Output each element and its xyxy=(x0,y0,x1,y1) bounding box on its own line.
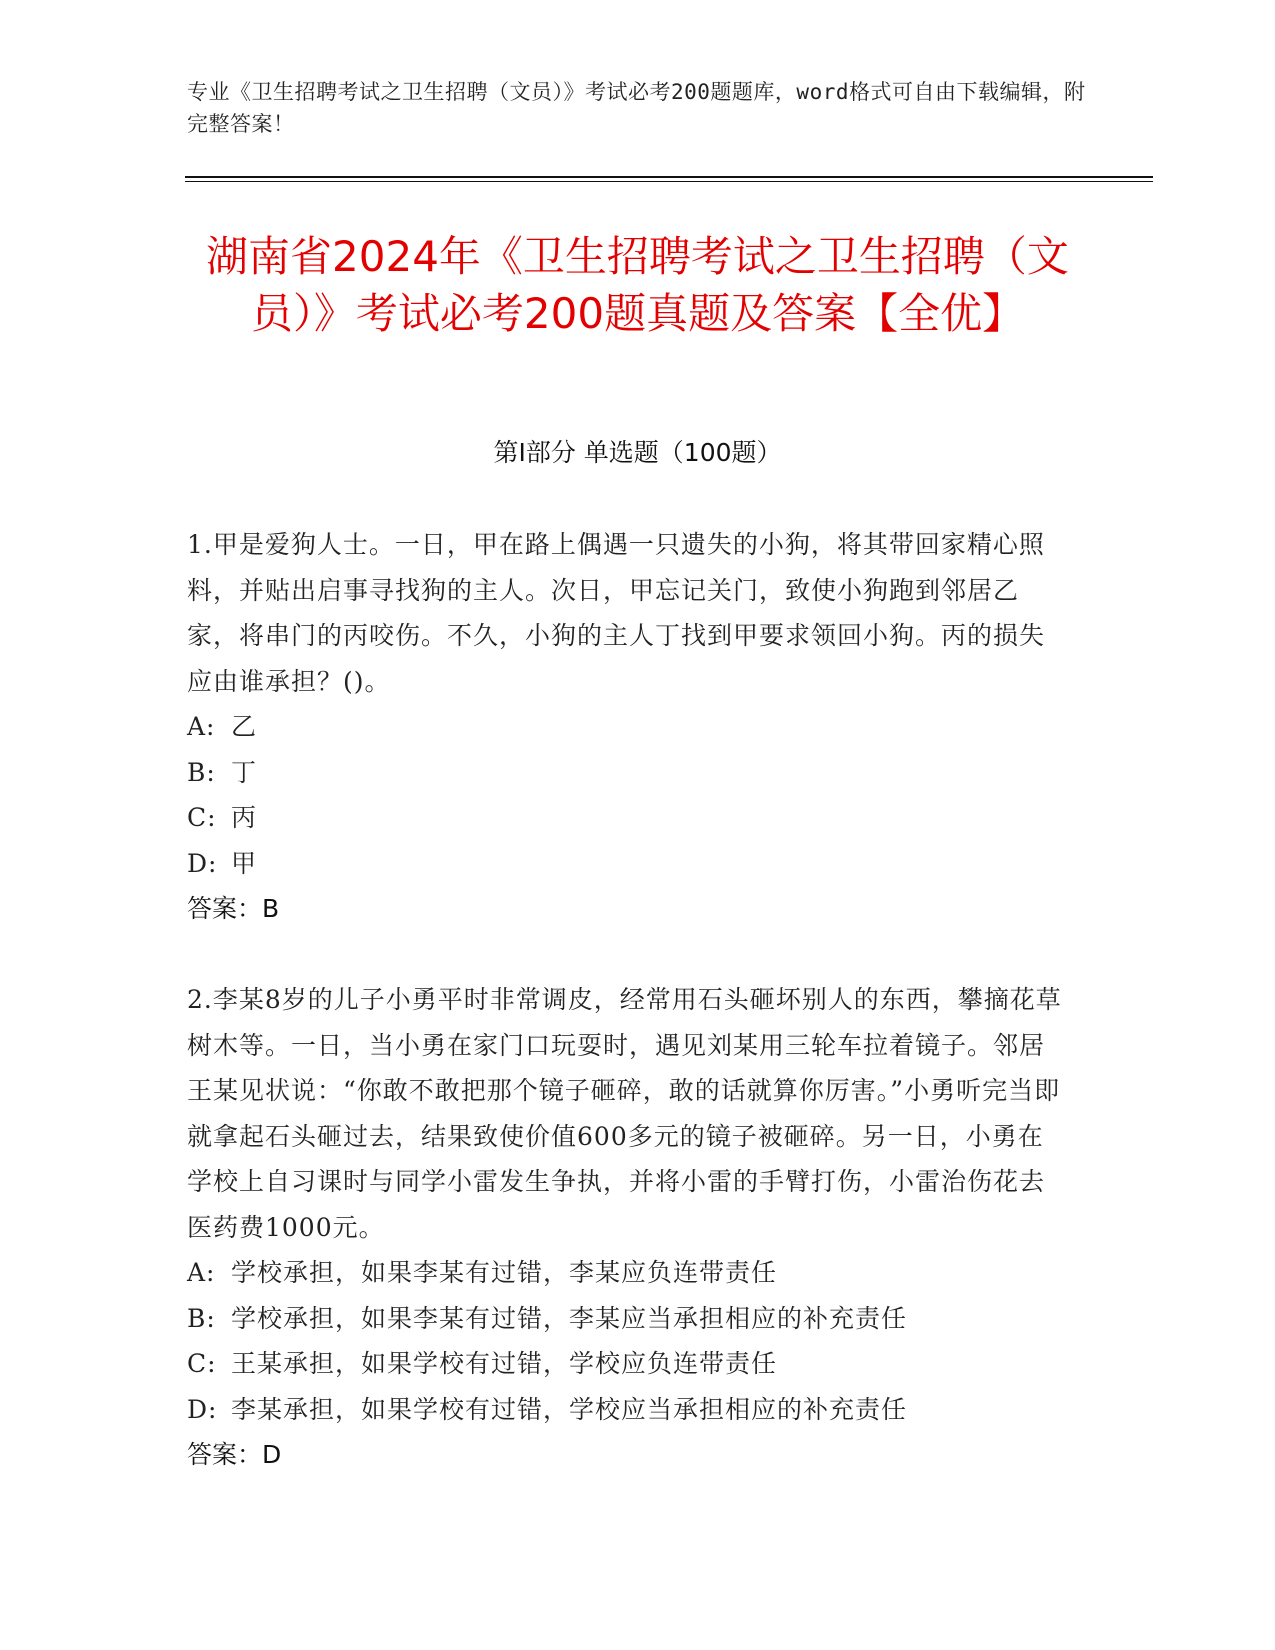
option-c xyxy=(187,795,1067,841)
option-text: 李某承担，如果学校有过错，学校应当承担相应的补充责任 xyxy=(231,1394,908,1424)
option-text: 丙 xyxy=(231,803,258,832)
option-a xyxy=(187,704,1067,750)
question-block xyxy=(187,522,1067,932)
option-d xyxy=(187,1387,1067,1433)
option-text: 丁 xyxy=(231,757,258,787)
document-title: 湖南省2024年《卫生招聘考试之卫生招聘（文员）》考试必考200题真题及答案【全优】 xyxy=(206,232,1069,338)
option-text: 学校承担，如果李某有过错，李某应负连带责任 xyxy=(231,1258,778,1287)
option-a xyxy=(187,1250,1067,1296)
option-text: 王某承担，如果学校有过错，学校应负连带责任 xyxy=(231,1349,778,1378)
option-text: 乙 xyxy=(231,712,258,741)
option-c xyxy=(187,1341,1067,1387)
question-stem: 2.李某8岁的儿子小勇平时非常调皮，经常用石头砸坏别人的东西，攀摘花草树木等。一日，当小勇在家门口玩耍时，遇见刘某用三轮车拉着镜子。邻居王某见状说：“你敢不敢把那个镜子砸碎，敢的话就算你厉害。”小勇听完当即就拿起石头砸过去，结果致使价值600多元的镜子被砸碎。另一日，小勇在学校上自习课时与同学小雷发生争执，并将小雷的手臂打伤，小雷治伤花去医药费1000元。 xyxy=(187,985,1062,1242)
option-letter: D: xyxy=(187,848,218,878)
option-text: 甲 xyxy=(231,848,258,878)
option-text: 学校承担，如果李某有过错，李某应当承担相应的补充责任 xyxy=(231,1303,908,1333)
section-heading: 第I部分 单选题（100题） xyxy=(493,438,782,467)
question-stem: 1.甲是爱狗人士。一日，甲在路上偶遇一只遗失的小狗，将其带回家精心照料，并贴出启事寻找狗的主人。次日，甲忘记关门，致使小狗跑到邻居乙家，将串门的丙咬伤。不久，小狗的主人丁找到甲要求领回小狗。丙的损失应由谁承担？()。 xyxy=(187,530,1046,696)
answer-line: 答案：D xyxy=(187,1440,282,1469)
header-rule-thin xyxy=(185,181,1153,182)
option-letter: D: xyxy=(187,1394,218,1424)
option-letter: C: xyxy=(187,1349,217,1378)
option-letter: B: xyxy=(187,757,216,787)
header-note: 专业《卫生招聘考试之卫生招聘（文员）》考试必考200题题库，word格式可自由下载编辑，附完整答案！ xyxy=(187,80,1086,136)
option-letter: A: xyxy=(187,712,216,741)
option-b xyxy=(187,1296,1067,1342)
option-b xyxy=(187,750,1067,796)
header-rule-thick xyxy=(185,176,1153,178)
answer-line: 答案：B xyxy=(187,894,280,923)
option-letter: B: xyxy=(187,1303,216,1333)
option-letter: C: xyxy=(187,803,217,832)
option-letter: A: xyxy=(187,1258,216,1287)
question-block xyxy=(187,977,1067,1478)
option-d xyxy=(187,841,1067,887)
